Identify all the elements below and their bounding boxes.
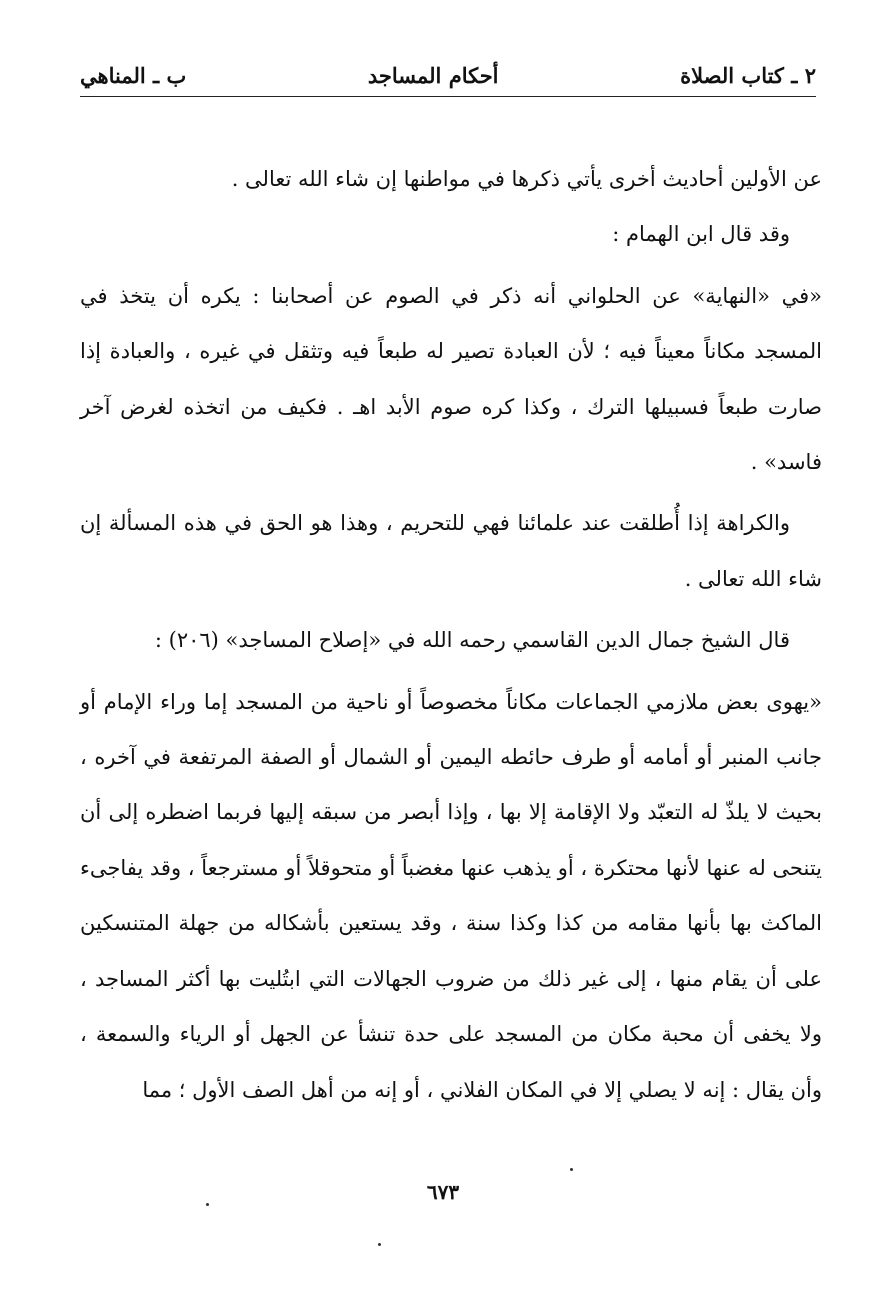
paragraph-1: عن الأولين أحاديث أخرى يأتي ذكرها في مواطنها إن شاء الله تعالى . — [231, 167, 822, 191]
page-number: ٦٧٣ — [426, 1180, 460, 1204]
paragraph-5: قال الشيخ جمال الدين القاسمي رحمه الله في «إصلاح المساجد» (٢٠٦) : — [154, 628, 790, 653]
header-section: ب ـ المناهي — [80, 62, 187, 88]
header-divider — [80, 96, 816, 97]
scan-speck — [570, 1168, 573, 1171]
running-header — [80, 58, 816, 92]
header-chapter: ٢ ـ كتاب الصلاة — [680, 62, 816, 88]
scan-speck — [206, 1203, 209, 1206]
scan-speck — [378, 1243, 381, 1246]
header-title: أحكام المساجد — [367, 62, 499, 88]
paragraph-2: وقد قال ابن الهمام : — [612, 222, 790, 247]
page-body — [80, 152, 822, 1118]
paragraph-4: والكراهة إذا أُطلقت عند علمائنا فهي للتحريم ، وهذا هو الحق في هذه المسألة إن شاء الله تعالى . — [80, 511, 822, 591]
paragraph-3-quote: «في «النهاية» عن الحلواني أنه ذكر في الصوم عن أصحابنا : يكره أن يتخذ في المسجد مكاناً معيناً فيه ؛ لأن العبادة تصير له طبعاً فيه وتثقل في غيره ، والعبادة إذا صارت طبعاً فسبيلها الترك ، وكذا كره صوم الأبد اهـ . فكيف من اتخذه لغرض آخر فاسد» . — [80, 283, 822, 475]
paragraph-6-quote: «يهوى بعض ملازمي الجماعات مكاناً مخصوصاً أو ناحية من المسجد إما وراء الإمام أو جانب المنبر أو أمامه أو طرف حائطه اليمين أو الشمال أو الصفة المرتفعة في آخره ، بحيث لا يلذّ له التعبّد ولا الإقامة إلا بها ، وإذا أبصر من سبقه إليها فربما اضطره إلى أن يتنحى له عنها لأنها محتكرة ، أو يذهب عنها مغضباً أو متحوقلاً أو مسترجعاً ، وقد يفاجىء الماكث بها بأنها مقامه من كذا وكذا سنة ، وقد يستعين بأشكاله من جهلة المتنسكين على أن يقام منها ، إلى غير ذلك من ضروب الجهالات التي ابتُليت بها أكثر المساجد ، ولا يخفى أن محبة مكان من المسجد على حدة تنشأ عن الجهل أو الرياء والسمعة ، وأن يقال : إنه لا يصلي إلا في المكان الفلاني ، أو إنه من أهل الصف الأول ؛ مما — [80, 689, 822, 1102]
